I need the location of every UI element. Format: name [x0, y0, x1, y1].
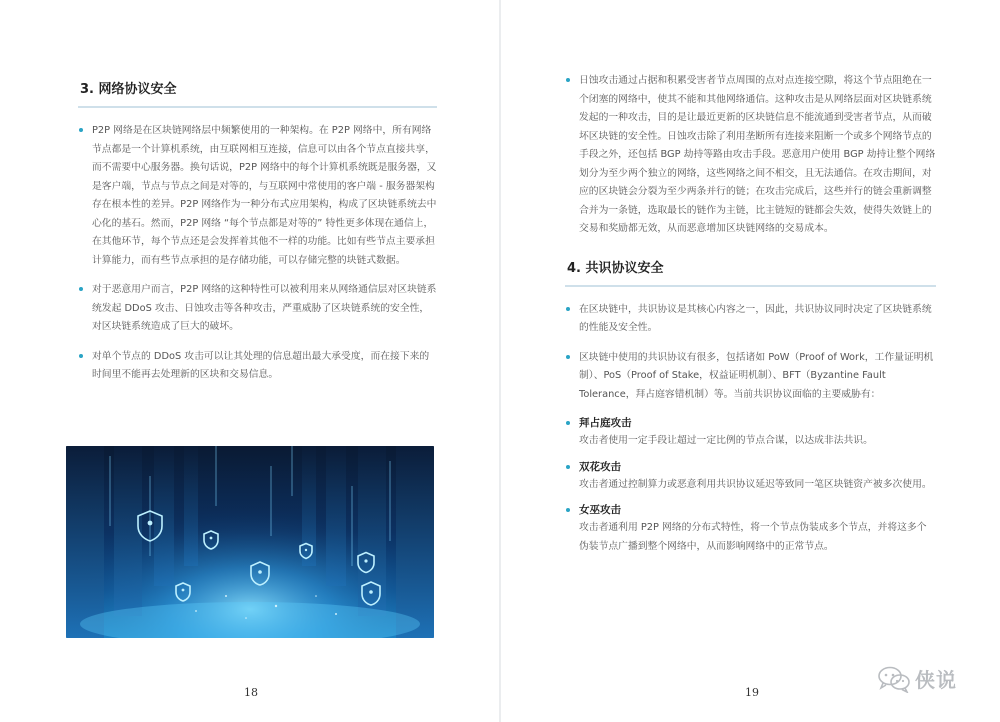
section-title-network-protocol: 3. 网络协议安全 [78, 78, 437, 108]
right-page-content [565, 72, 936, 560]
wechat-logo-icon [877, 665, 911, 693]
threat-title [565, 502, 936, 519]
threat-description: 攻击者使用一定手段让超过一定比例的节点合谋，以达成非法共识。 [579, 435, 873, 446]
bullet-dot-icon [79, 354, 83, 358]
page-number: 18 [244, 686, 258, 699]
section-title-consensus-protocol: 4. 共识协议安全 [565, 257, 936, 287]
threat-title-text: 拜占庭攻击 [579, 417, 632, 429]
list-item [78, 122, 437, 270]
paragraph-text: 区块链中使用的共识协议有很多，包括诸如 PoW（Proof of Work，工作量证明机制）、PoS（Proof of Stake，权益证明机制）、BFT（Byzantine Fault Tolerance，拜占庭容错机制）等。当前共识协议面临的主要威胁有： [579, 351, 934, 400]
paragraph-text: 日蚀攻击通过占据和积累受害者节点周围的点对点连接空隙，将这个节点阻绝在一个闭塞的网络中，使其不能和其他网络通信。这种攻击是从网络层面对区块链系统发起的一种攻击，目的是让最近更新的区块链信息不能流通到受害者节点，从而破坏区块链的安全性。日蚀攻击除了利用垄断所有连接来阻断一个或多个网络节点的手段之外，还包括 BGP 劫持等路由攻击手段。恶意用户使用 BGP 劫持让整个网络划分为至少两个独立的网络，这些网络之间不相交，且无法通信。在攻击期间，对应的区块链会分裂为至少两条并行的链；在攻击完成后，这些并行的链会重新调整合并为一条链，选取最长的链作为主链，比主链短的链都会失效，使得失效链上的交易和奖励都无效，从而恶意增加区块链网络的交易成本。 [579, 75, 936, 234]
bullet-dot-icon [566, 465, 570, 469]
bullet-dot-icon [566, 78, 570, 82]
list-item [565, 301, 936, 338]
list-item [565, 72, 936, 239]
bullet-dot-icon [566, 421, 570, 425]
bullet-dot-icon [566, 355, 570, 359]
watermark [877, 664, 957, 693]
threat-title [565, 459, 936, 476]
bullet-dot-icon [79, 128, 83, 132]
left-page-content [78, 78, 437, 396]
paragraph-text: 对于恶意用户而言，P2P 网络的这种特性可以被利用来从网络通信层对区块链系统发起 DDoS 攻击、日蚀攻击等各种攻击，严重威胁了区块链系统的安全性，对区块链系统造成了巨大的破坏。 [92, 284, 437, 332]
threat-title-text: 女巫攻击 [579, 504, 621, 516]
threat-title [565, 415, 936, 432]
list-item [78, 348, 437, 385]
bullet-dot-icon [566, 508, 570, 512]
bullet-dot-icon [79, 287, 83, 291]
paragraph-text: P2P 网络是在区块链网络层中频繁使用的一种架构。在 P2P 网络中，所有网络节点都是一个计算机系统，由互联网相互连接，信息可以由各个节点直接共享，而不需要中心服务器。换句话说，P2P 网络中的每个计算机系统既是服务器，又是客户端，节点与节点之间是对等的，与互联网中常使用的客户端 - 服务器架构存在根本性的差异。P2P 网络作为一种分布式应用架构，构成了区块链系统去中心化的基石。然而，P2P 网络 “每个节点都是对等的” 特性更多体现在通信上，在其他环节，每个节点还是会发挥着其他不一样的功能。比如有些节点主要承担计算能力，而有些节点承担的是存储功能，可以存储完整的块链式数据。 [92, 125, 437, 266]
cyber-security-shield-icon [66, 446, 434, 638]
watermark-text: 侠说 [915, 668, 957, 692]
page-number: 19 [745, 686, 759, 699]
list-item [565, 349, 936, 405]
threat-description: 攻击者通过控制算力或恶意利用共识协议延迟等致同一笔区块链资产被多次使用。 [579, 478, 932, 490]
paragraph-text: 对单个节点的 DDoS 攻击可以让其处理的信息超出最大承受度，而在接下来的时间里不能再去处理新的区块和交易信息。 [92, 350, 430, 380]
cyber-security-image [66, 446, 434, 638]
paragraph-text: 在区块链中，共识协议是其核心内容之一，因此，共识协议同时决定了区块链系统的性能及安全性。 [579, 303, 932, 333]
right-page [501, 0, 1000, 722]
threat-title-text: 双花攻击 [579, 460, 621, 473]
threat-description: 攻击者通利用 P2P 网络的分布式特性，将一个节点伪装成多个节点，并将这多个伪装节点广播到整个网络中，从而影响网络中的正常节点。 [579, 522, 927, 552]
list-item [78, 281, 437, 337]
left-page [0, 0, 499, 722]
bullet-dot-icon [566, 307, 570, 311]
